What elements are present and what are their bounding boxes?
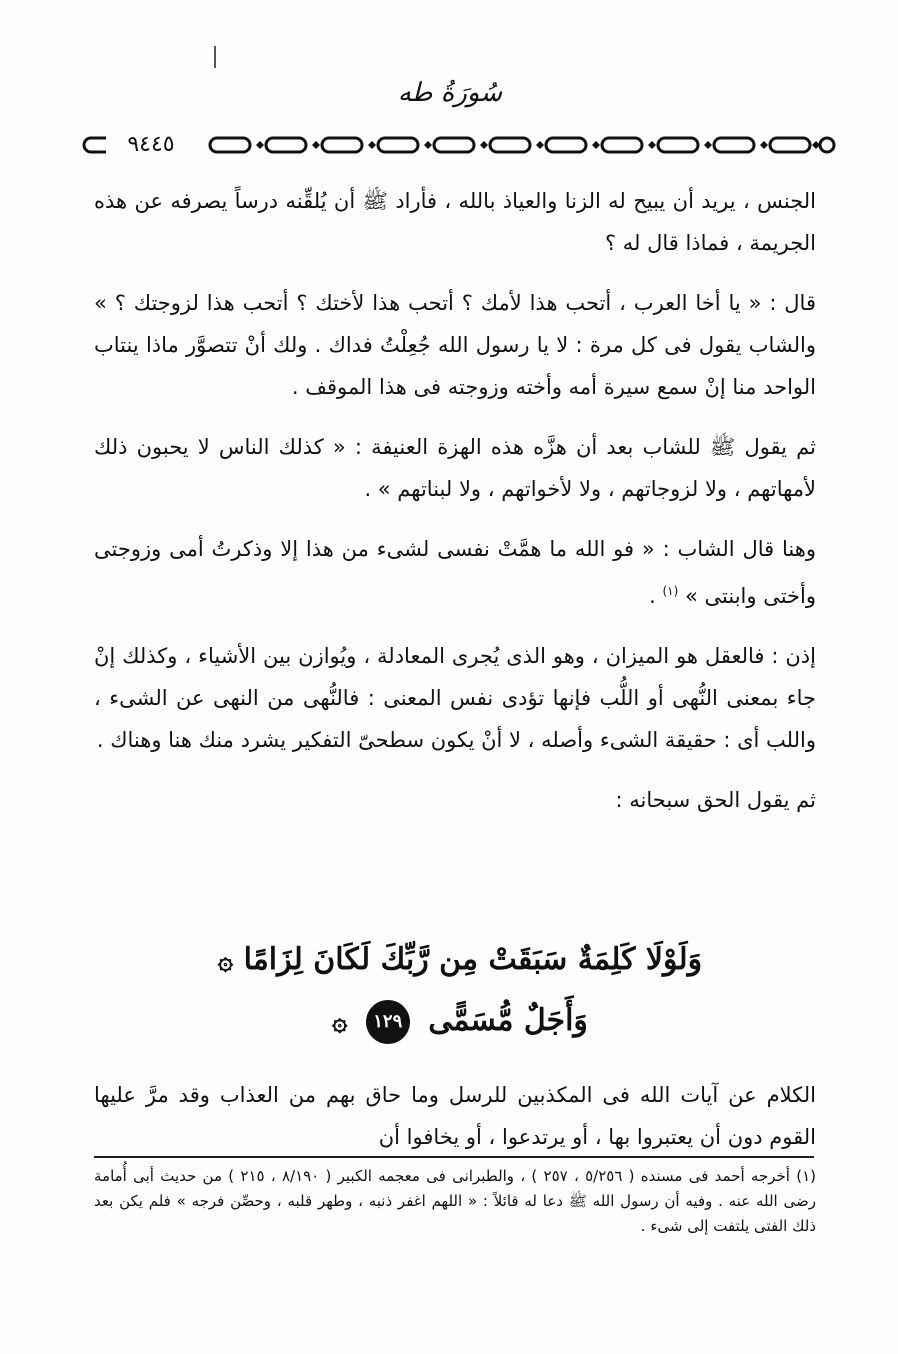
closing-text bbox=[94, 1074, 816, 1158]
paragraph-text: وهنا قال الشاب : « فو الله ما همَّتْ نفسى لشىء من هذا إلا وذكرتُ أمى وزوجتى وأختى وابنتى » bbox=[94, 537, 816, 608]
footnote-divider bbox=[94, 1156, 814, 1158]
verse-text-2: وَأَجَلٌ مُّسَمًّى bbox=[428, 1003, 588, 1038]
main-text bbox=[94, 180, 816, 821]
verse-line-2 bbox=[200, 991, 720, 1052]
surah-title: سُورَةُ طه bbox=[397, 78, 503, 108]
verse-line-1 bbox=[200, 930, 720, 991]
footnote-reference: (١) bbox=[662, 584, 679, 598]
footnote: (١) أخرجه أحمد فى مسنده ( ٥/٢٥٦ ، ٢٥٧ ) ، والطبرانى فى معجمه الكبير ( ٨/١٩٠ ، ٢١٥ ) من حديث أبى أُمامة رضى الله عنه . وفيه أن رسول الله ﷺ دعا له قائلاً : « اللهم اغفر ذنبه ، وطهر قلبه ، وحصِّن فرجه » فلم يكن بعد ذلك الفتى يلتفت إلى شىء . bbox=[94, 1167, 816, 1235]
paragraph: إذن : فالعقل هو الميزان ، وهو الذى يُجرى المعادلة ، ويُوازن بين الأشياء ، وكذلك إنْ جاء بمعنى النُّهى أو اللُّب فإنها تؤدى نفس المعنى : فالنُّهى من النهى عن الشىء ، واللب أى : حقيقة الشىء وأصله ، لا أنْ يكون سطحىّ التفكير يشرد منك هنا وهناك . bbox=[94, 644, 816, 752]
verse-start-ornament-icon: ۞ bbox=[217, 946, 234, 976]
paragraph: الكلام عن آيات الله فى المكذبين للرسل وما حاق بهم من العذاب وقد مرَّ عليها القوم دون أن يعتبروا بها ، أو يرتدعوا ، أو يخافوا أن bbox=[94, 1083, 816, 1149]
paragraph: ثم يقول الحق سبحانه : bbox=[615, 788, 816, 812]
verse-end-ornament-icon: ۞ bbox=[332, 1007, 348, 1037]
paragraph: ثم يقول ﷺ للشاب بعد أن هزَّه هذه الهزة العنيفة : « كذلك الناس لا يحبون ذلك لأمهاتهم ، ولا لزوجاتهم ، ولا لأخواتهم ، ولا لبناتهم » . bbox=[94, 435, 816, 501]
page-number: ٩٤٤٥ bbox=[106, 130, 196, 160]
quran-verse bbox=[200, 930, 720, 1052]
paragraph: الجنس ، يريد أن يبيح له الزنا والعياذ بالله ، فأراد ﷺ أن يُلقِّنه درساً يصرفه عن هذه الجريمة ، فماذا قال له ؟ bbox=[94, 189, 816, 255]
verse-text-1: وَلَوْلَا كَلِمَةٌ سَبَقَتْ مِن رَّبِّكَ لَكَانَ لِزَامًا bbox=[243, 942, 703, 977]
margin-mark bbox=[214, 46, 216, 68]
paragraph: وهنا قال الشاب : « فو الله ما همَّتْ نفسى لشىء من هذا إلا وذكرتُ أمى وزوجتى وأختى وابنتى » $^{(١)}$ . bbox=[94, 537, 816, 608]
paragraph: قال : « يا أخا العرب ، أتحب هذا لأمك ؟ أتحب هذا لأختك ؟ أتحب هذا لزوجتك ؟ » والشاب يقول فى كل مرة : لا يا رسول الله جُعِلْتُ فداك . ولك أنْ تتصوَّر ماذا ينتاب الواحد منا إنْ سمع سيرة أمه وأخته وزوجته فى هذا الموقف . bbox=[94, 291, 816, 399]
verse-number-badge: ١٢٩ bbox=[366, 1000, 410, 1044]
